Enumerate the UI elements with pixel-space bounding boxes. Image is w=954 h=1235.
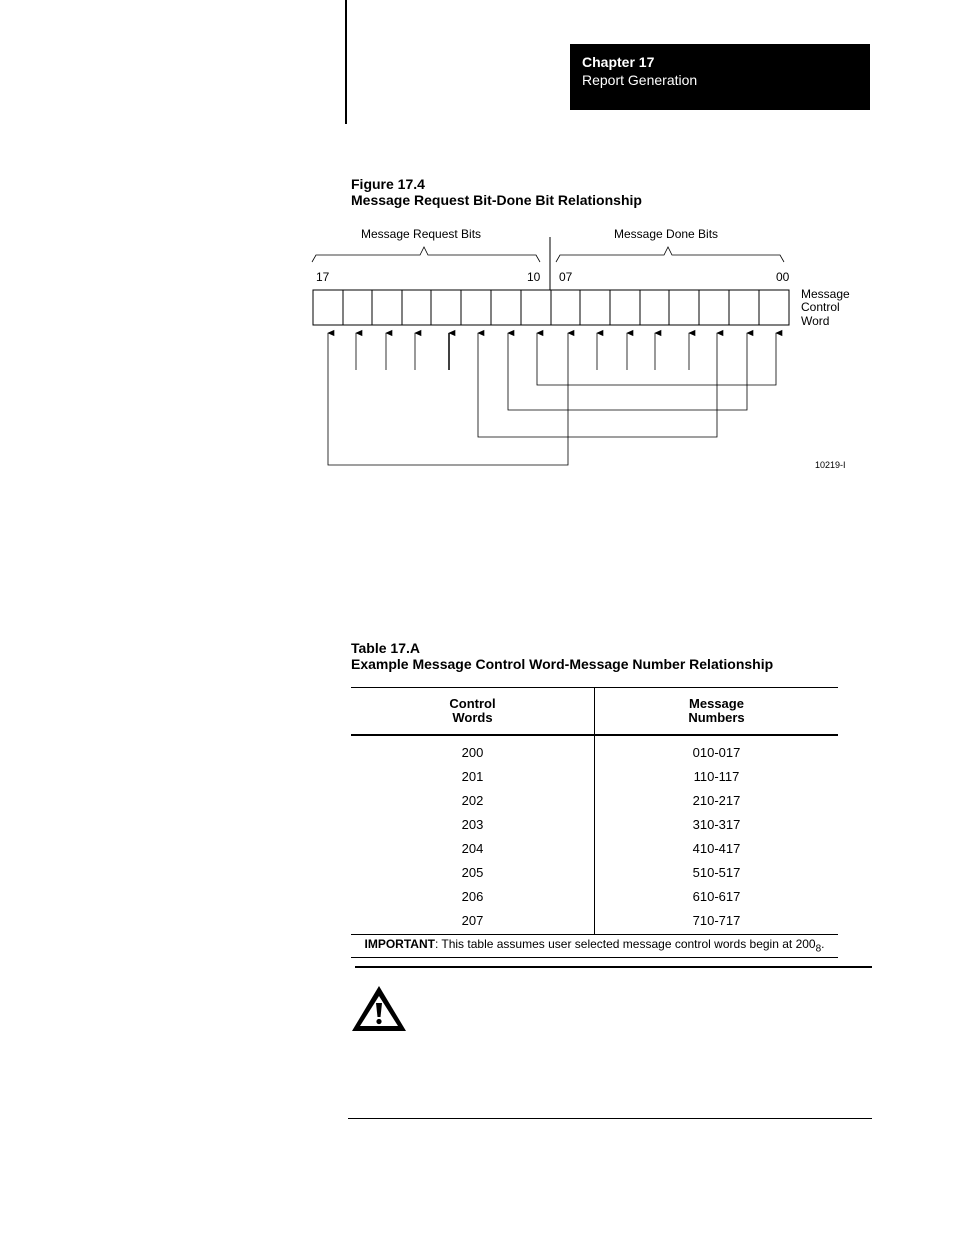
note-label: IMPORTANT xyxy=(364,937,435,952)
control-word-cell: 207 xyxy=(461,912,484,928)
word-label-line3: Word xyxy=(801,314,830,328)
message-number-cell: 710-717 xyxy=(595,908,839,935)
word-label-line1: Message xyxy=(801,287,850,301)
message-number-cell: 310-317 xyxy=(595,812,839,836)
request-bits-label: Message Request Bits xyxy=(361,227,482,241)
figure-ref-number: 10219-I xyxy=(815,460,846,470)
table-note xyxy=(351,935,838,958)
message-number-cell: 010-017 xyxy=(595,735,839,764)
section-divider xyxy=(355,966,872,968)
chapter-number: Chapter 17 xyxy=(582,54,655,70)
connector-06-to-11 xyxy=(508,333,747,410)
word-label-line2: Control xyxy=(801,300,840,314)
table-note-row xyxy=(351,935,838,958)
control-word-table xyxy=(351,687,838,958)
warning-icon xyxy=(352,984,408,1034)
control-word-cell: 202 xyxy=(461,792,484,808)
message-number-cell: 110-117 xyxy=(595,764,839,788)
control-word-cell: 201 xyxy=(461,768,484,784)
table-title: Example Message Control Word-Message Number Relationship xyxy=(351,656,774,672)
request-bits-brace xyxy=(312,247,540,262)
table-row xyxy=(351,836,838,860)
short-arrows xyxy=(356,333,689,370)
note-text: : This table assumes user selected message control words begin at 200 xyxy=(434,937,816,952)
control-word-cell: 200 xyxy=(461,744,484,760)
footer-rule xyxy=(348,1118,872,1119)
done-bits-brace xyxy=(556,247,784,262)
table-row xyxy=(351,812,838,836)
bit-label-07: 07 xyxy=(559,270,573,284)
control-word-cell: 206 xyxy=(461,888,484,904)
control-word-cell: 203 xyxy=(461,816,484,832)
note-subscript: 8 xyxy=(815,943,822,955)
table-header-row xyxy=(351,688,838,736)
message-number-cell: 410-417 xyxy=(595,836,839,860)
connector-loops xyxy=(328,333,776,465)
bit-label-17: 17 xyxy=(316,270,330,284)
figure-title: Message Request Bit-Done Bit Relationship xyxy=(351,192,642,208)
connector-00-to-17 xyxy=(328,333,568,465)
control-word-cell: 204 xyxy=(461,840,484,856)
bit-relationship-diagram xyxy=(0,0,954,520)
column-header-message-numbers: Message Numbers xyxy=(595,688,839,736)
figure-number: Figure 17.4 xyxy=(351,176,425,192)
column-header-control-words: Control Words xyxy=(351,688,595,736)
message-number-cell: 510-517 xyxy=(595,860,839,884)
message-number-cell: 610-617 xyxy=(595,884,839,908)
control-word-cells xyxy=(313,290,789,325)
connector-07-to-10 xyxy=(537,333,776,385)
done-bits-label: Message Done Bits xyxy=(614,227,719,241)
bit-label-10: 10 xyxy=(527,270,541,284)
table-row xyxy=(351,764,838,788)
chapter-title: Report Generation xyxy=(582,72,698,88)
table-number: Table 17.A xyxy=(351,640,420,656)
note-end: . xyxy=(821,937,825,952)
table-row xyxy=(351,908,838,935)
table-row xyxy=(351,735,838,764)
table-row xyxy=(351,884,838,908)
bit-label-00: 00 xyxy=(776,270,790,284)
table-row xyxy=(351,860,838,884)
table-caption xyxy=(351,640,773,672)
message-number-cell: 210-217 xyxy=(595,788,839,812)
table-row xyxy=(351,788,838,812)
control-word-cell: 205 xyxy=(461,864,484,880)
